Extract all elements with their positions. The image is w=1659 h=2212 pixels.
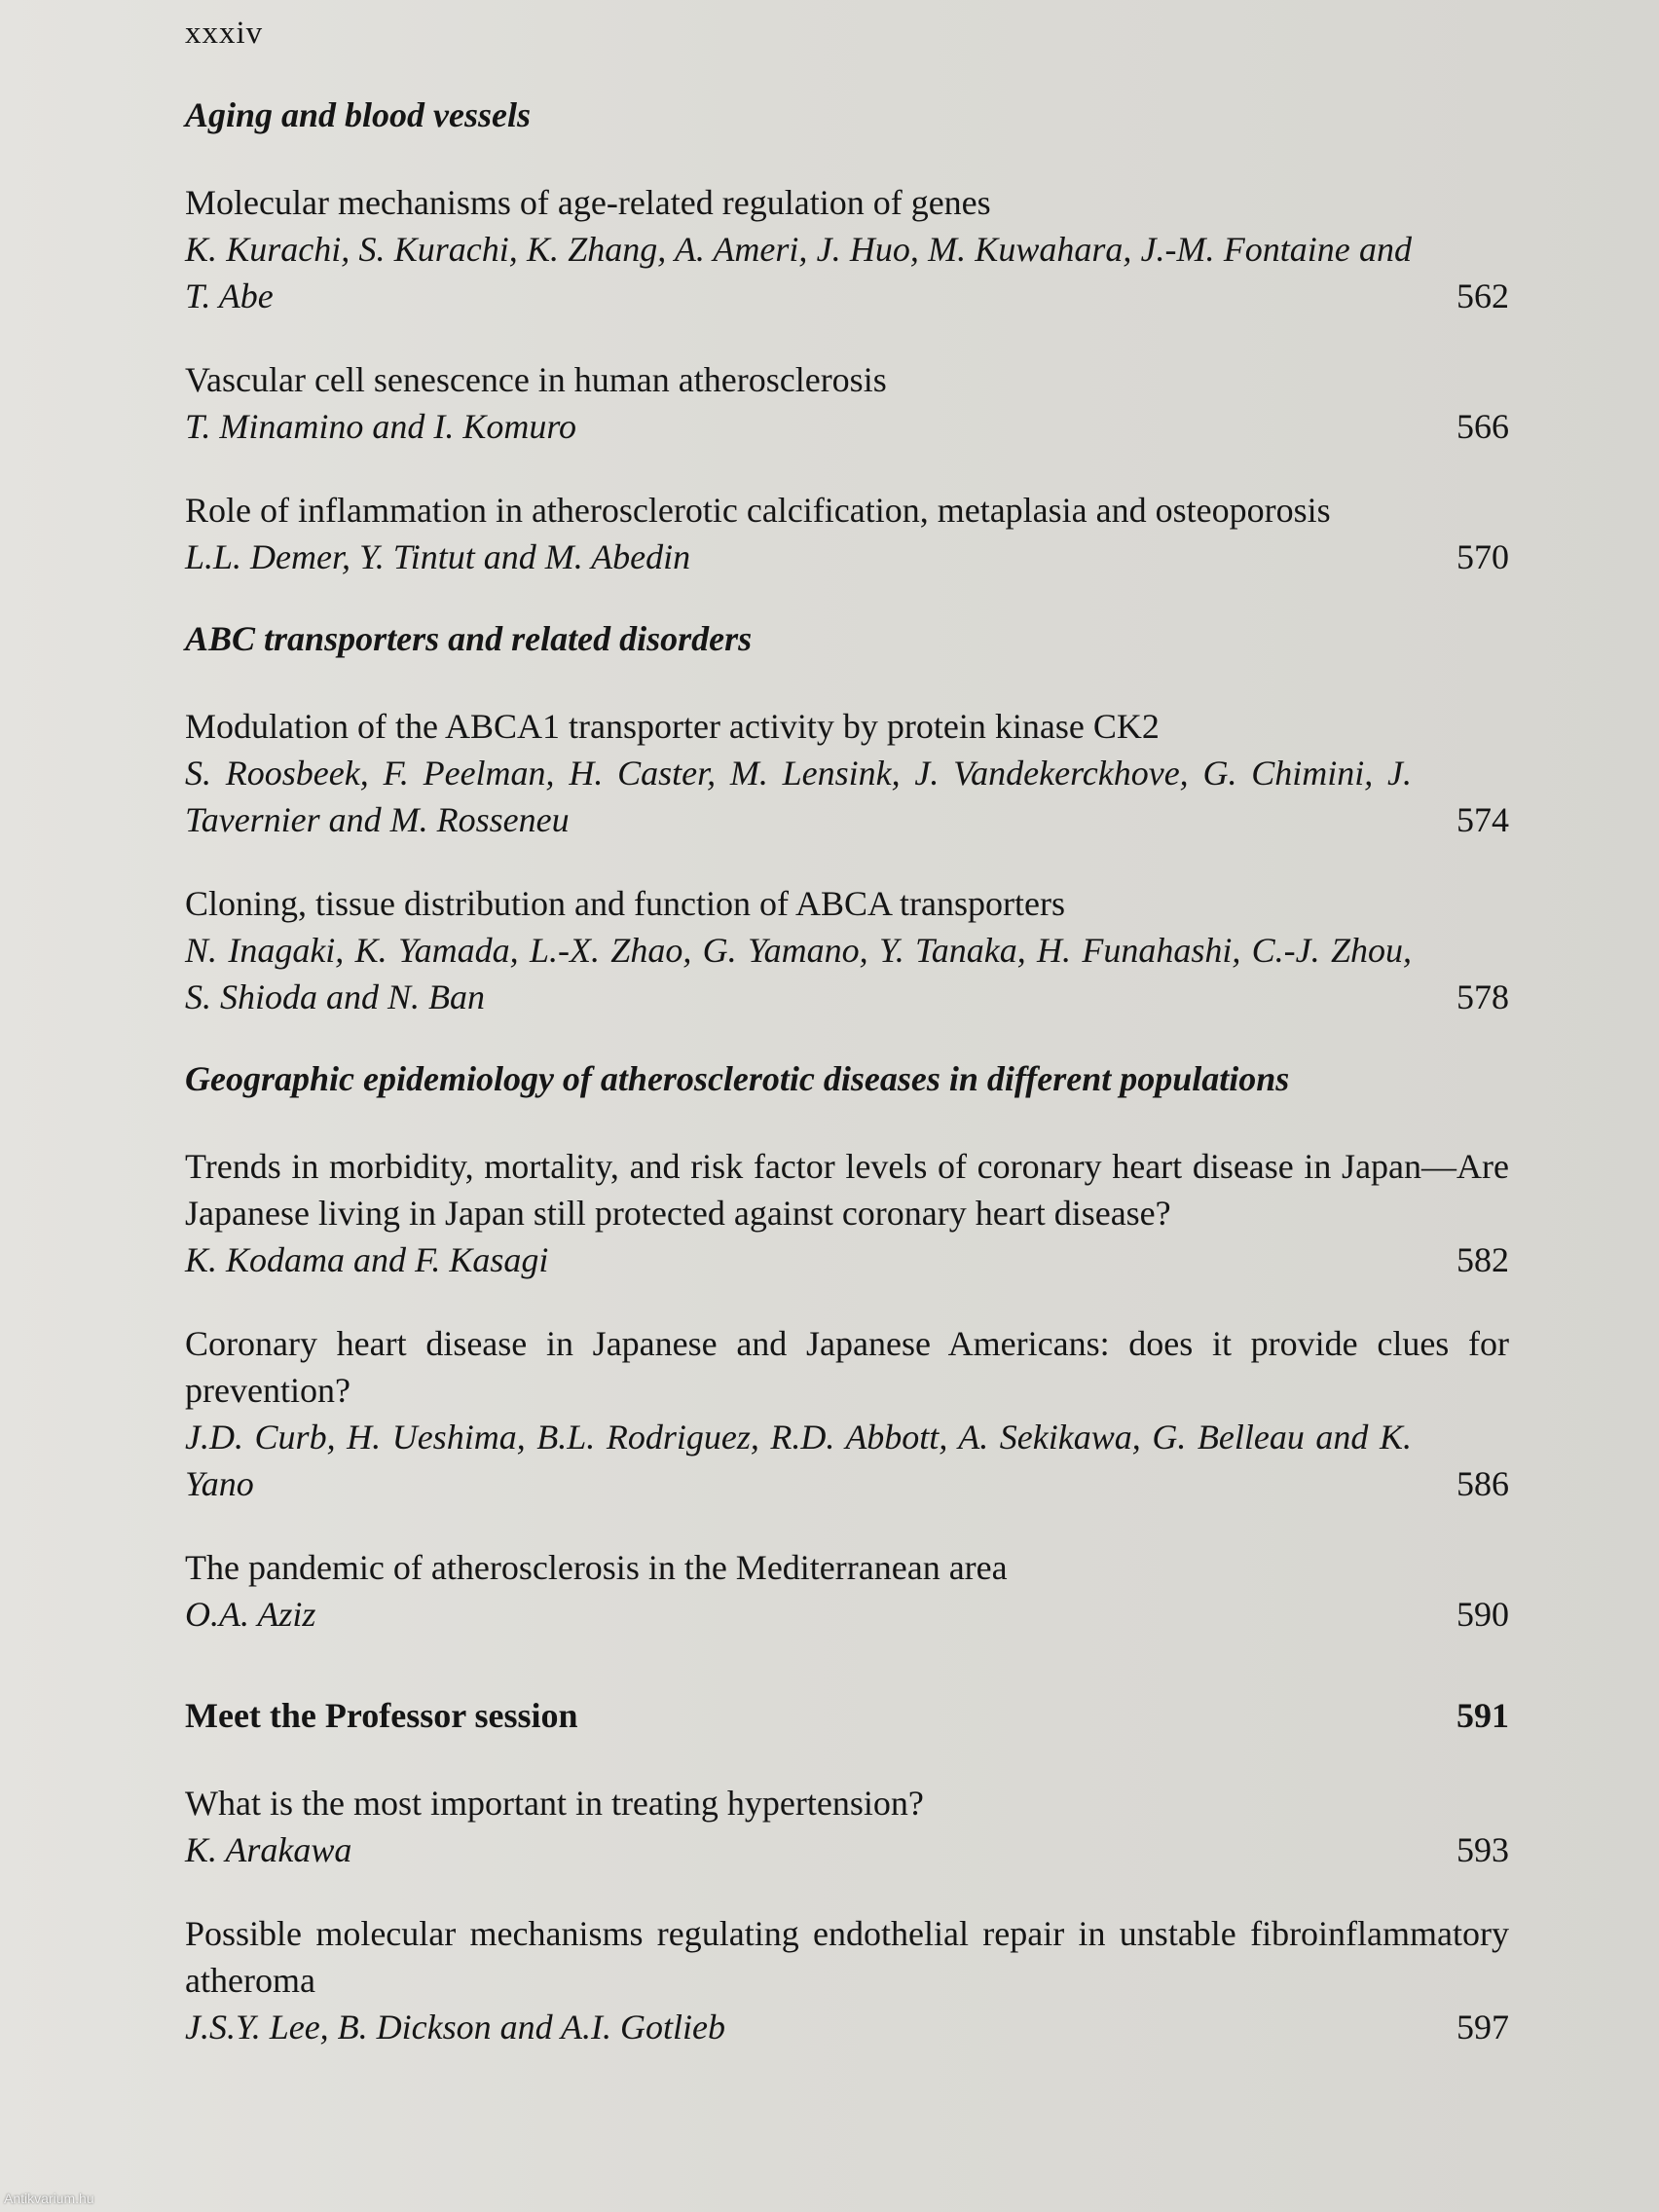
entry-title: The pandemic of atherosclerosis in the Mediterranean area xyxy=(185,1548,1008,1587)
toc-entry xyxy=(185,487,1509,580)
entry-page: 566 xyxy=(1456,407,1509,446)
entry-page: 597 xyxy=(1456,2008,1509,2046)
entry-authors-row xyxy=(185,403,1509,450)
section-heading: Aging and blood vessels xyxy=(185,95,532,134)
entry-page: 570 xyxy=(1456,537,1509,576)
toc-entry xyxy=(185,1320,1509,1507)
entry-authors-row xyxy=(185,1826,1509,1873)
entry-authors-row xyxy=(185,534,1509,580)
entry-authors: K. Arakawa xyxy=(185,1830,352,1869)
entry-authors: J.S.Y. Lee, B. Dickson and A.I. Gotlieb xyxy=(185,2008,725,2046)
section-heading: ABC transporters and related disorders xyxy=(185,619,753,658)
toc-entry xyxy=(185,1780,1509,1873)
entry-title: Possible molecular mechanisms regulating endothelial repair in unstable fibroinflammatory atheroma xyxy=(185,1914,1509,2000)
entry-authors: K. Kodama and F. Kasagi xyxy=(185,1240,549,1279)
toc-entry xyxy=(185,703,1509,843)
section-spacer xyxy=(185,1675,1509,1694)
section-heading: Geographic epidemiology of atherosclerotic diseases in different populations xyxy=(185,1059,1290,1098)
entry-page: 574 xyxy=(1456,800,1509,839)
toc-entry xyxy=(185,1143,1509,1283)
entry-authors: T. Minamino and I. Komuro xyxy=(185,407,577,446)
table-of-contents xyxy=(185,93,1509,2087)
entry-authors: O.A. Aziz xyxy=(185,1595,316,1634)
entry-title: Trends in morbidity, mortality, and risk factor levels of coronary heart disease in Japan—Are Japanese living in Japan still protected against coronary heart disease? xyxy=(185,1147,1509,1233)
entry-page: 593 xyxy=(1456,1830,1509,1869)
entry-title: Coronary heart disease in Japanese and Japanese Americans: does it provide clues for prevention? xyxy=(185,1324,1509,1410)
entry-title: Molecular mechanisms of age-related regulation of genes xyxy=(185,183,991,222)
watermark-text: Antikvarium.hu xyxy=(4,2191,94,2206)
entry-title: Vascular cell senescence in human atherosclerosis xyxy=(185,360,887,399)
toc-section xyxy=(185,617,1509,1020)
entry-authors: S. Roosbeek, F. Peelman, H. Caster, M. Lensink, J. Vandekerckhove, G. Chimini, J. Tavernier and M. Rosseneu xyxy=(185,754,1412,839)
entry-page: 586 xyxy=(1456,1464,1509,1503)
entry-authors-row xyxy=(185,1591,1509,1638)
entry-authors: N. Inagaki, K. Yamada, L.-X. Zhao, G. Yamano, Y. Tanaka, H. Funahashi, C.-J. Zhou, S. Shioda and N. Ban xyxy=(185,931,1412,1016)
toc-entry xyxy=(185,356,1509,450)
entry-page: 582 xyxy=(1456,1240,1509,1279)
toc-entry xyxy=(185,1544,1509,1638)
toc-section xyxy=(185,1057,1509,1638)
entry-authors-row xyxy=(185,1236,1509,1283)
toc-entry xyxy=(185,880,1509,1020)
entry-authors: L.L. Demer, Y. Tintut and M. Abedin xyxy=(185,537,691,576)
toc-section xyxy=(185,1694,1509,2050)
section-heading-row xyxy=(185,1694,1509,1737)
entry-authors: J.D. Curb, H. Ueshima, B.L. Rodriguez, R.D. Abbott, A. Sekikawa, G. Belleau and K. Yano xyxy=(185,1418,1412,1503)
entry-page: 590 xyxy=(1456,1595,1509,1634)
entry-title: Cloning, tissue distribution and function of ABCA transporters xyxy=(185,884,1065,923)
entry-authors-row xyxy=(185,1414,1509,1507)
section-heading-page: 591 xyxy=(1456,1696,1509,1735)
entry-title: What is the most important in treating hypertension? xyxy=(185,1784,924,1823)
entry-authors-row xyxy=(185,226,1509,319)
toc-entry xyxy=(185,179,1509,319)
page-number: xxxiv xyxy=(185,16,264,51)
entry-page: 578 xyxy=(1456,977,1509,1016)
entry-page: 562 xyxy=(1456,276,1509,315)
toc-entry xyxy=(185,1910,1509,2050)
entry-title: Modulation of the ABCA1 transporter activity by protein kinase CK2 xyxy=(185,707,1160,746)
entry-authors-row xyxy=(185,927,1509,1020)
toc-section xyxy=(185,93,1509,580)
entry-authors-row xyxy=(185,750,1509,843)
entry-authors-row xyxy=(185,2004,1509,2050)
entry-title: Role of inflammation in atherosclerotic calcification, metaplasia and osteoporosis xyxy=(185,491,1331,530)
entry-authors: K. Kurachi, S. Kurachi, K. Zhang, A. Ameri, J. Huo, M. Kuwahara, J.-M. Fontaine and T. Abe xyxy=(185,230,1412,315)
section-heading: Meet the Professor session xyxy=(185,1696,578,1735)
